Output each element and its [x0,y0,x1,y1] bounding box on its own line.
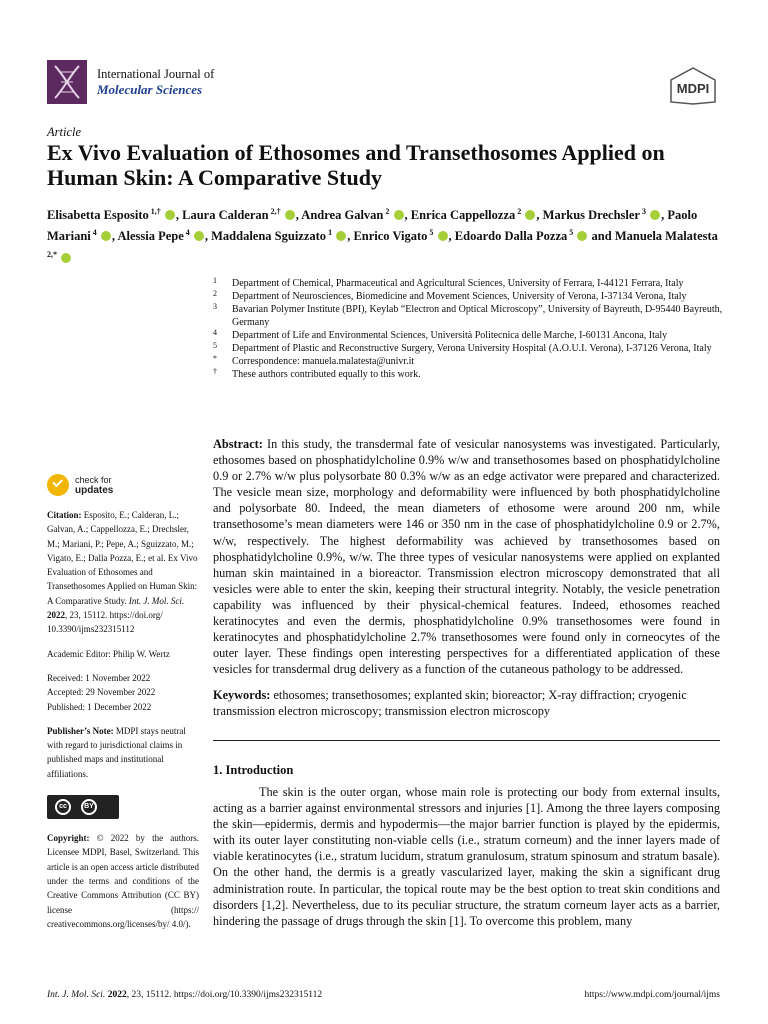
publisher-note-label: Publisher’s Note: [47,725,114,736]
author [543,208,661,222]
author-name: Enrico Vigato [353,229,428,244]
cc-by-license-icon[interactable] [47,795,119,819]
check-for-updates-button[interactable] [47,474,199,496]
copyright-text: © 2022 by the authors. Licensee MDPI, Basel, Switzerland. This article is an open access article distributed under the terms and conditions of the Creative Commons Attribution (CC BY) license (https:// creativecommons.org/licenses/by/ 4.0/). [47,833,200,929]
citation-text: Esposito, E.; Calderan, L.; Galvan, A.; Cappellozza, E.; Drechsler, M.; Mariani, P.; Pepe, A.; Sguizzato, M.; Vigato, E.; Dalla Pozza, E.; et al. Ex Vivo Evaluation of Ethosomes and Transethosomes Applied on Human Skin: A Comparative Study. [47,510,198,606]
author [301,208,404,222]
copyright-label: Copyright: [47,833,90,844]
abstract-label: Abstract: [213,437,263,451]
author-affiliation-mark: 5 [567,228,574,238]
orcid-icon[interactable] [438,231,448,241]
received-date: Received: 1 November 2022 [47,672,151,683]
orcid-icon[interactable] [61,253,71,263]
affiliation-number: 1 [213,276,217,285]
affiliation-item [213,303,723,329]
orcid-icon[interactable] [285,210,295,220]
affiliation-item [213,355,723,368]
journal-name-line2: Molecular Sciences [97,82,203,97]
mdpi-logo-text: MDPI [676,81,710,96]
affiliation-number: † [213,367,217,376]
article-type: Article [47,125,82,139]
sidebar [47,474,199,941]
author-affiliation-mark: 2 [383,207,390,216]
author [182,208,296,222]
author [455,229,589,243]
author-name: Maddalena Sguizzato [211,229,327,244]
author [47,208,176,222]
author-affiliation-mark: 2,† [268,207,281,216]
affiliation-text: Department of Neurosciences, Biomedicine and Movement Sciences, University of Verona, I-37134 Verona, Italy [232,291,687,302]
orcid-icon[interactable] [525,210,535,220]
keywords [213,687,720,719]
orcid-icon[interactable] [165,210,175,220]
orcid-icon[interactable] [194,231,204,241]
affiliation-number: 5 [213,341,217,350]
page-footer [47,990,720,1000]
author-name: Enrica Cappellozza [410,208,516,223]
academic-editor: Academic Editor: Philip W. Wertz [47,648,170,659]
footer-journal-link[interactable]: https://www.mdpi.com/journal/ijms [584,990,720,1000]
citation-rest[interactable]: , 23, 15112. https://doi.org/ 10.3390/ijms232315112 [47,610,163,635]
author-affiliation-mark: 2,* [47,250,57,260]
section-divider [213,740,720,741]
journal-name-line1: International Journal of [97,67,215,81]
author-name: Markus Drechsler [542,208,640,223]
author [411,208,537,222]
affiliation-item [213,368,723,381]
citation-year: 2022 [47,610,65,621]
cc-icon: cc [55,799,71,815]
citation-label: Citation: [47,510,82,520]
orcid-icon[interactable] [650,210,660,220]
author-name: Elisabetta Esposito [47,208,149,223]
author-affiliation-mark: 5 [427,228,434,238]
affiliation-item [213,290,723,303]
affiliation-text: Correspondence: manuela.malatesta@univr.it [232,356,415,367]
check-updates-line1: check for [75,474,112,485]
affiliation-text: Department of Life and Environmental Sciences, Università Politecnica delle Marche, I-60131 Ancona, Italy [232,330,668,341]
affiliation-text: Bavarian Polymer Institute (BPI), Keylab “Electron and Optical Microscopy”, University of Bayreuth, D-95440 Bayreuth, Germany [232,304,723,328]
footer-citation [47,990,322,1000]
author-affiliation-mark: 4 [90,228,97,238]
orcid-icon[interactable] [394,210,404,220]
dates [47,671,199,714]
author-name: Alessia Pepe [117,229,184,244]
citation-journal: Int. J. Mol. Sci. [128,595,185,606]
author [353,229,448,243]
orcid-icon[interactable] [336,231,346,241]
keywords-label: Keywords: [213,688,271,702]
published-date: Published: 1 December 2022 [47,701,152,712]
publisher-note-text: MDPI stays neutral with regard to jurisdictional claims in published maps and institutional affiliations. [47,725,186,779]
orcid-icon[interactable] [101,231,111,241]
author-name: Laura Calderan [182,208,269,223]
affiliation-item [213,342,723,355]
introduction-body: The skin is the outer organ, whose main role is protecting our body from external insults, acting as a barrier against environmental stressors and injuries [1]. Among the three layers composing the skin—epidermis, dermis and hypodermis—the major barrier function is played by the epidermis, with its outer layer constituting non-viable cells (i.e., stratum corneum) and the inner layers made of viable keratinocytes (i.e., stratum lucidum, stratum granulosum, stratum spinosum and stratum basale). On the other hand, the dermis is a greatly vascularized layer, making the skin a significant drug administration route. In particular, the topical route may be the best option to treat skin conditions and disorders [1,2]. Nevertheless, due to its peculiar structure, the stratum corneum layer acts as a barrier, hindering the passage of drugs through the skin [1]. To overcome this problem, many [213,785,720,928]
introduction-heading: 1. Introduction [213,763,294,777]
affiliation-number: 4 [213,328,217,337]
footer-doi[interactable]: , 23, 15112. https://doi.org/10.3390/ijms232315112 [126,990,323,1000]
affiliation-item [213,277,723,290]
affiliation-text: Department of Chemical, Pharmaceutical and Agricultural Sciences, University of Ferrara, I-44121 Ferrara, Italy [232,278,684,289]
author-name: Edoardo Dalla Pozza [454,229,568,244]
affiliation-item [213,329,723,342]
author-affiliation-mark: 2 [515,207,522,216]
author-affiliation-mark: 1 [326,228,333,238]
by-icon: BY [81,799,97,815]
keywords-text: ethosomes; transethosomes; explanted skin; bioreactor; X-ray diffraction; cryogenic transmission electron microscopy; transmission electron microscopy [213,688,687,719]
journal-logo [47,60,87,104]
article-title: Ex Vivo Evaluation of Ethosomes and Transethosomes Applied on Human Skin: A Comparative Study [47,140,665,190]
affiliations [213,277,723,381]
author-affiliation-mark: 3 [639,207,646,216]
citation [47,508,199,637]
affiliation-number: 2 [213,289,217,298]
footer-journal: Int. J. Mol. Sci. [47,990,106,1000]
author-name: Manuela Malatesta [614,229,718,244]
affiliation-number: * [213,354,217,363]
author-name: Andrea Galvan [301,208,384,223]
author-affiliation-mark: 4 [183,228,190,238]
author-name: Paolo Mariani [47,208,698,244]
journal-name [97,67,214,97]
affiliation-text: These authors contributed equally to this work. [232,369,421,380]
footer-year: 2022 [107,990,127,1000]
accepted-date: Accepted: 29 November 2022 [47,687,156,698]
affiliation-number: 3 [213,302,217,311]
affiliation-text: Department of Plastic and Reconstructive Surgery, Verona University Hospital (A.O.U.I. Verona), I-37126 Verona, Italy [232,343,712,354]
publisher-note [47,724,199,781]
author-list: Elisabetta Esposito $^{1,\dagger}$ , Laura Calderan $^{2,\dagger}$ , Andrea Galvan $^2$ , Enrica Cappellozza $^2$ , Markus Drechsler $^3$ , Paolo Mariani $^4$ , Alessia Pepe $^4$ , Maddalena Sguizzato $^1$ , Enrico Vigato $^5$ , Edoardo Dalla Pozza $^5$ and Manuela Malatesta $^{2,*}$ [47,203,727,267]
author-affiliation-mark: 1,† [148,207,161,216]
check-updates-line2: updates [75,484,114,496]
author [211,229,347,243]
author [117,229,204,243]
mdpi-logo [667,66,719,106]
abstract-text: In this study, the transdermal fate of vesicular nanosystems was investigated. Particularly, ethosomes based on phosphatidylcholine 0.9% w/w and transethosomes based on phosphatidylcholine 0.9 or 2.7% w/w plus polysorbate 80 0.3% w/w as an edge activator were prepared and characterized. The vesicle mean size, morphology and deformability were influenced by both phosphatidylcholine and polysorbate 80. Indeed, the mean diameters of ethosome were around 200 nm, while transethosome’s mean diameters were 146 or 350 nm in the case of phosphatidylcholine 0.9 or 2.7%, w/w, respectively. The highest deformability was achieved by transethosomes based on phosphatidylcholine 0.9%, w/w. The three types of vesicular nanosystems were applied on explanted human skin maintained in a bioreactor. Transmission electron microscopy demonstrated that all vesicles were able to enter the skin, keeping their structural integrity. Notably, the vesicle penetration capability was influenced by their physical-chemical features. Indeed, ethosomes reached keratinocytes and even the dermis, phosphatidylcholine 0.9% transethosomes were found in keratinocytes and phosphatidylcholine 2.7% transethosomes were found only in corneocytes of the outer layer. These findings open interesting perspectives for a differentiated application of these vesicles for transdermal drug delivery as a function of the cutaneous pathology to be addressed. [213,437,720,677]
orcid-icon[interactable] [577,231,587,241]
copyright [47,831,199,931]
check-updates-icon [47,474,69,496]
abstract [213,436,720,677]
